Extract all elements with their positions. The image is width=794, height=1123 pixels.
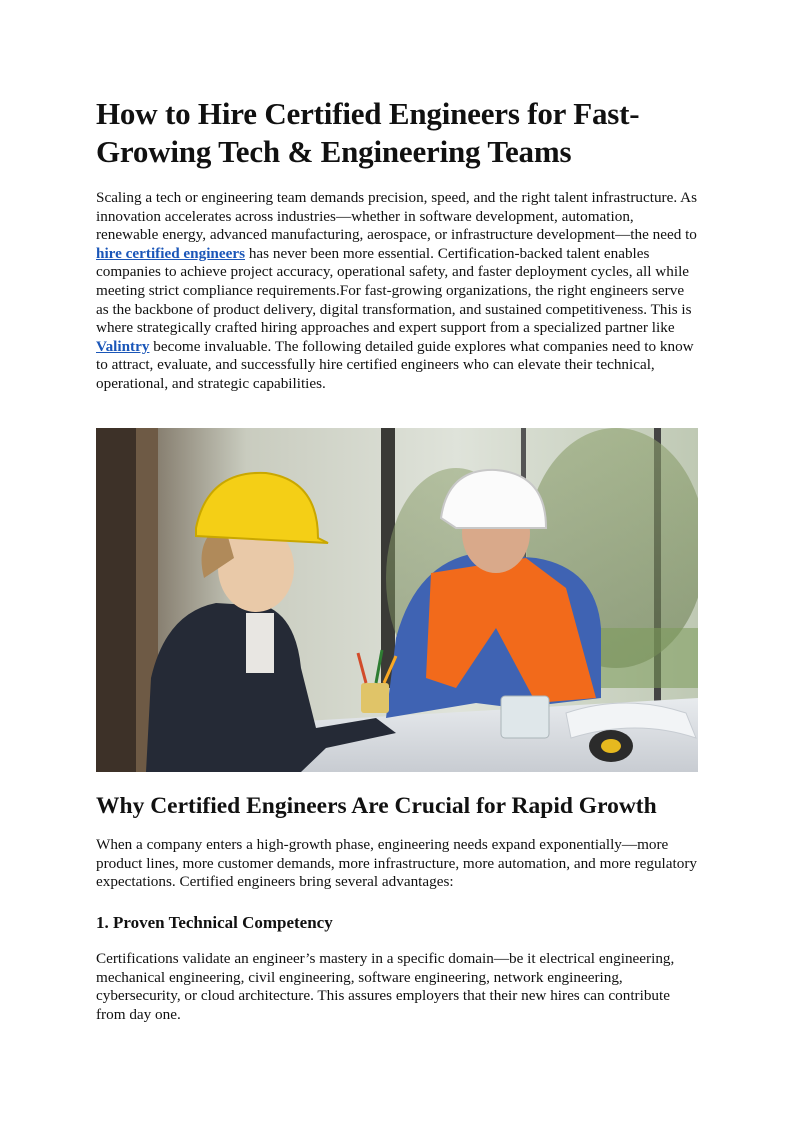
article-title: How to Hire Certified Engineers for Fast-Growing Tech & Engineering Teams: [96, 96, 640, 169]
hire-certified-engineers-link[interactable]: hire certified engineers: [96, 244, 246, 262]
engineers-photo: [96, 428, 698, 772]
intro-text-1: Scaling a tech or engineering team demands precision, speed, and the right talent infrastructure. As innovation accelerates across industries—whether in software development, automation, renewable energy, advanced manufacturing, aerospace, or infrastructure development—the need to: [96, 189, 697, 244]
section-heading: Why Certified Engineers Are Crucial for Rapid Growth: [96, 793, 657, 819]
subsection-paragraph: Certifications validate an engineer’s mastery in a specific domain—be it electrical engineering, mechanical engineering, civil engineering, software engineering, network engineering, cybersecurity, or cloud architecture. This assures employers that their new hires can contribute from day one.: [96, 950, 675, 1023]
valintry-link[interactable]: Valintry: [96, 337, 150, 355]
intro-text-3: become invaluable. The following detailed guide explores what companies need to know to attract, evaluate, and successfully hire certified engineers who can elevate their technical, operational, and strategic capabilities.: [96, 337, 694, 392]
intro-text-2: has never been more essential. Certification-backed talent enables companies to achieve project accuracy, operational safety, and faster deployment cycles, all while meeting strict compliance requirements.For fast-growing organizations, the right engineers serve as the backbone of product delivery, digital transformation, and sustained competitiveness. This is where strategically crafted hiring approaches and expert support from a specialized partner like: [96, 244, 692, 337]
section-paragraph: When a company enters a high-growth phase, engineering needs expand exponentially—more product lines, more customer demands, more infrastructure, more automation, and more regulatory expectations. Certified engineers bring several advantages:: [96, 836, 697, 891]
subsection-heading: 1. Proven Technical Competency: [96, 913, 333, 932]
intro-paragraph: [96, 189, 698, 394]
